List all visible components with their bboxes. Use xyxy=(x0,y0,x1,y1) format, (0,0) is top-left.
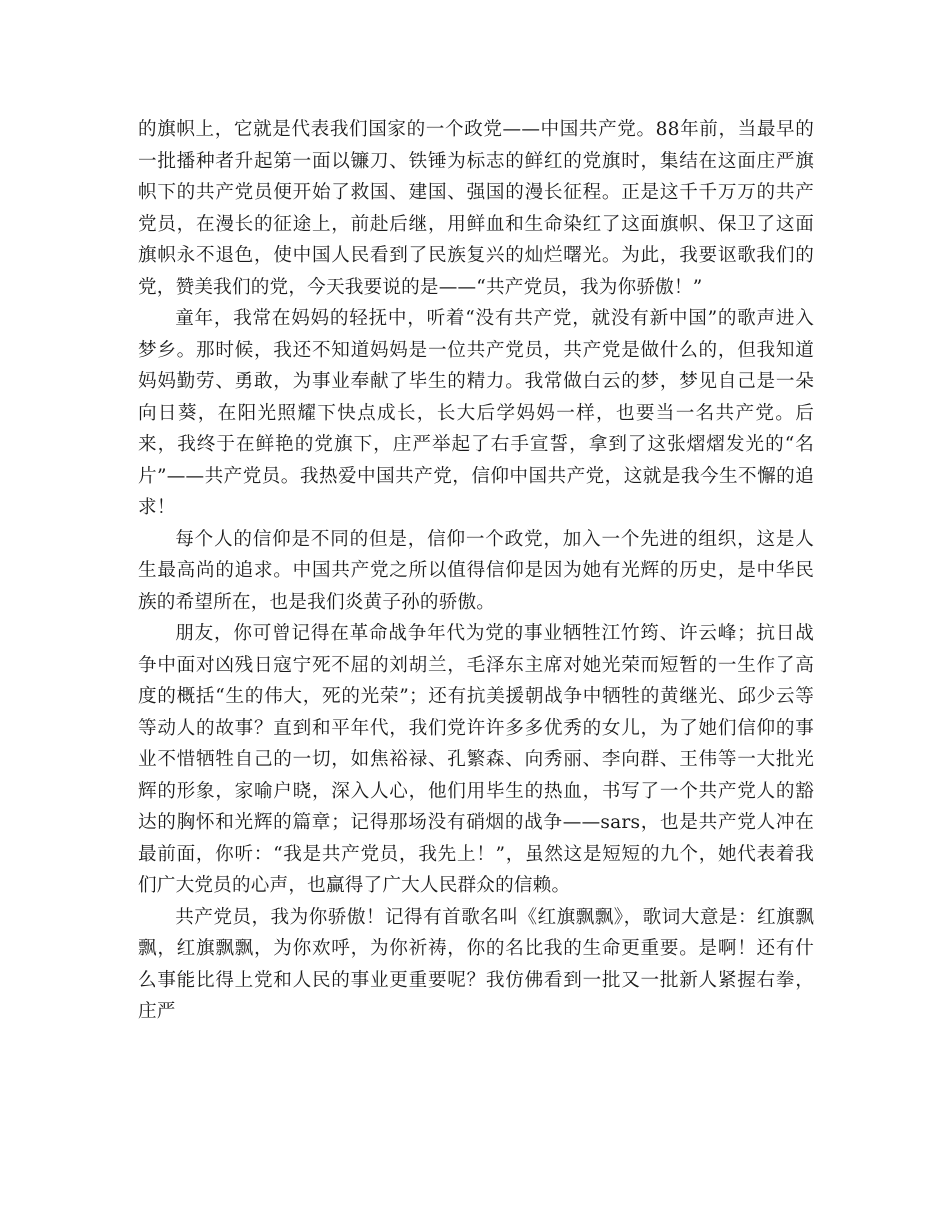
paragraph-5: 共产党员，我为你骄傲！记得有首歌名叫《红旗飘飘》，歌词大意是：红旗飘飘，红旗飘飘，为你欢呼，为你祈祷，你的名比我的生命更重要。是啊！还有什么事能比得上党和人民的事业更重要呢？我仿佛看到一批又一批新人紧握右拳，庄严 xyxy=(138,906,814,1022)
paragraph-3: 每个人的信仰是不同的但是，信仰一个政党，加入一个先进的组织，这是人生最高尚的追求。中国共产党之所以值得信仰是因为她有光辉的历史，是中华民族的希望所在，也是我们炎黄子孙的骄傲。 xyxy=(138,528,814,613)
paragraph-4: 朋友，你可曾记得在革命战争年代为党的事业牺牲江竹筠、许云峰；抗日战争中面对凶残日寇宁死不屈的刘胡兰，毛泽东主席对她光荣而短暂的一生作了高度的概括“生的伟大，死的光荣”；还有抗美援朝战争中牺牲的黄继光、邱少云等等动人的故事？直到和平年代，我们党许许多多优秀的女儿，为了她们信仰的事业不惜牺牲自己的一切，如焦裕禄、孔繁森、向秀丽、李向群、王伟等一大批光辉的形象，家喻户晓，深入人心，他们用毕生的热血，书写了一个共产党人的豁达的胸怀和光辉的篇章；记得那场没有硝烟的战争——sars，也是共产党人冲在最前面，你听：“我是共产党员，我先上！”，虽然这是短短的九个，她代表着我们广大党员的心声，也赢得了广大人民群众的信赖。 xyxy=(138,623,814,896)
document-body xyxy=(138,114,814,1028)
paragraph-2: 童年，我常在妈妈的轻抚中，听着“没有共产党，就没有新中国”的歌声进入梦乡。那时候，我还不知道妈妈是一位共产党员，共产党是做什么的，但我知道妈妈勤劳、勇敢，为事业奉献了毕生的精力。我常做白云的梦，梦见自己是一朵向日葵，在阳光照耀下快点成长，长大后学妈妈一样，也要当一名共产党。后来，我终于在鲜艳的党旗下，庄严举起了右手宣誓，拿到了这张熠熠发光的“名片”——共产党员。我热爱中国共产党，信仰中国共产党，这就是我今生不懈的追求！ xyxy=(138,308,814,518)
paragraph-1: 的旗帜上，它就是代表我们国家的一个政党——中国共产党。88年前，当最早的一批播种者升起第一面以镰刀、铁锤为标志的鲜红的党旗时，集结在这面庄严旗帜下的共产党员便开始了救国、建国、强国的漫长征程。正是这千千万万的共产党员，在漫长的征途上，前赴后继，用鲜血和生命染红了这面旗帜、保卫了这面旗帜永不退色，使中国人民看到了民族复兴的灿烂曙光。为此，我要讴歌我们的党，赞美我们的党，今天我要说的是——“共产党员，我为你骄傲！” xyxy=(138,119,814,298)
